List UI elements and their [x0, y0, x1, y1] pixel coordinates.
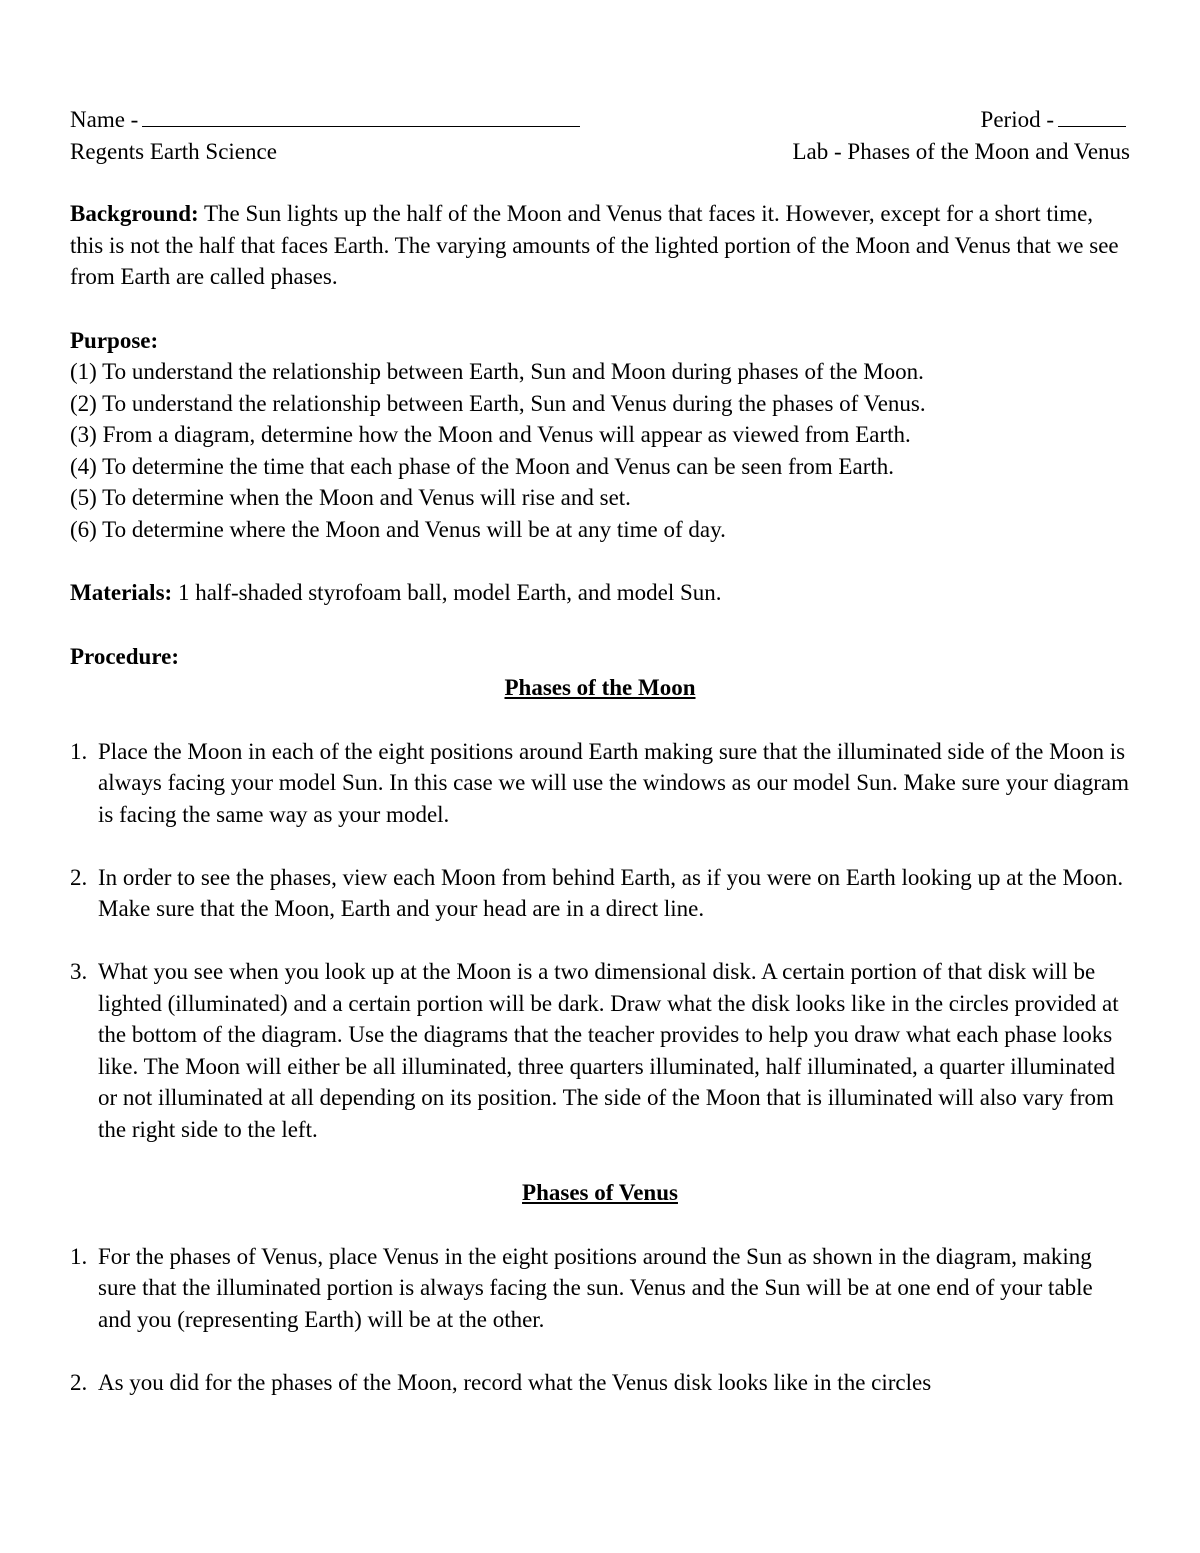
moon-step-1 — [70, 736, 1130, 831]
lab-title: Lab - Phases of the Moon and Venus — [792, 138, 1130, 164]
moon-phases-heading: Phases of the Moon — [504, 675, 696, 700]
step-text: As you did for the phases of the Moon, record what the Venus disk looks like in the circles — [98, 1369, 932, 1395]
moon-step-3 — [70, 956, 1130, 1145]
step-number: 3. — [70, 959, 88, 984]
document-page — [70, 104, 1130, 1398]
procedure-label: Procedure: — [70, 643, 180, 669]
purpose-section — [70, 325, 1130, 546]
purpose-item-3: (3) From a diagram, determine how the Moon and Venus will appear as viewed from Earth. — [70, 422, 911, 447]
step-text: In order to see the phases, view each Moon from behind Earth, as if you were on Earth looking up at the Moon. Make sure that the Moon, Earth and your head are in a direct line. — [98, 864, 1124, 921]
period-field — [981, 104, 1126, 136]
course-name: Regents Earth Science — [70, 138, 277, 164]
purpose-item-2: (2) To understand the relationship between Earth, Sun and Venus during the phases of Venus. — [70, 390, 926, 416]
name-label: Name - — [70, 107, 139, 132]
venus-phases-heading: Phases of Venus — [522, 1180, 678, 1205]
header-row-2 — [70, 136, 1130, 168]
header-row-1 — [70, 104, 1130, 136]
step-number: 1. — [70, 738, 88, 764]
step-text: What you see when you look up at the Moon is a two dimensional disk. A certain portion of that disk will be lighted (illuminated) and a certain portion will be dark. Draw what the disk looks like in the circles provided at the bottom of the diagram. Use the diagrams that the teacher provides to help you draw what each phase looks like. The Moon will either be all illuminated, three quarters illuminated, half illuminated, a quarter illuminated or not illuminated at all depending on its position. The side of the Moon that is illuminated will also vary from the right side to the left. — [98, 959, 1119, 1142]
purpose-item-5: (5) To determine when the Moon and Venus will rise and set. — [70, 485, 631, 510]
purpose-label: Purpose: — [70, 327, 159, 353]
purpose-item-6: (6) To determine where the Moon and Venus will be at any time of day. — [70, 516, 726, 542]
materials-text: 1 half-shaded styrofoam ball, model Earth, and model Sun. — [172, 580, 722, 605]
moon-step-2 — [70, 862, 1130, 925]
period-label: Period - — [980, 107, 1054, 132]
period-blank-line[interactable] — [1058, 104, 1126, 127]
materials-section — [70, 577, 1130, 609]
step-number: 1. — [70, 1243, 88, 1269]
background-label: Background: — [70, 201, 199, 226]
venus-steps-list — [70, 1241, 1130, 1399]
venus-step-2 — [70, 1367, 1130, 1399]
background-section — [70, 198, 1130, 293]
step-number: 2. — [70, 864, 88, 890]
venus-step-1 — [70, 1241, 1130, 1336]
purpose-item-4: (4) To determine the time that each phase of the Moon and Venus can be seen from Earth. — [70, 453, 894, 479]
step-text: For the phases of Venus, place Venus in the eight positions around the Sun as shown in the diagram, making sure that the illuminated portion is always facing the sun. Venus and the Sun will be at one end of your table and you (representing Earth) will be at the other. — [98, 1243, 1093, 1332]
purpose-item-1: (1) To understand the relationship between Earth, Sun and Moon during phases of the Moon. — [70, 359, 924, 384]
step-number: 2. — [70, 1369, 88, 1395]
name-blank-line[interactable] — [142, 104, 580, 127]
moon-steps-list — [70, 736, 1130, 1146]
step-text: Place the Moon in each of the eight positions around Earth making sure that the illuminated side of the Moon is always facing your model Sun. In this case we will use the windows as our model Sun. Make sure your diagram is facing the same way as your model. — [98, 738, 1129, 827]
background-text: The Sun lights up the half of the Moon and Venus that faces it. However, except for a short time, this is not the half that faces Earth. The varying amounts of the lighted portion of the Moon and Venus that we see from Earth are called phases. — [70, 201, 1119, 289]
materials-label: Materials: — [70, 580, 173, 605]
name-field — [70, 104, 580, 136]
